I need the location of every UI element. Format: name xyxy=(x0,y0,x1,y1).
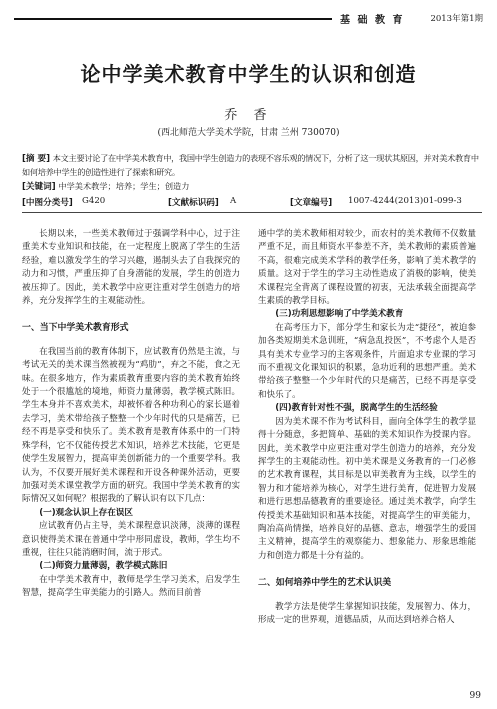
doc-label: [文献标识码] xyxy=(168,198,219,208)
keywords xyxy=(22,180,482,192)
body-paragraph: 在中学美术教育中，教师是学生学习美术，启发学生智慧，提高学生审美能力的引路人。然而目前普 xyxy=(22,574,240,599)
subsection-heading: (四)教育针对性不强，脱离学生的生活经验 xyxy=(275,403,438,414)
keywords-text: 中学美术教学；培养；学生；创造力 xyxy=(58,181,190,191)
journal-header xyxy=(14,10,483,28)
abstract-text: 本文主要讨论了在中学美术教育中，我国中学生创造力的表现不容乐观的情况下，分析了这一现状其原因，并对美术教育中如何培养中学生的创造性进行了探索和研究。 xyxy=(22,153,479,177)
body-paragraph: 通中学的美术教师相对较少，而农村的美术教师不仅数量严重不足，而且师资水平参差不齐，美术教师的素质普遍不高，很难完成美术学科的教学任务，影响了美术教学的质量。这对于学生的学习主动性造成了消极的影响，使美术课程完全背离了课程设置的初衷，无法承载全面提高学生素质的教学目标。 xyxy=(258,229,476,307)
meta-divider xyxy=(22,212,482,213)
subsection-heading: (二)师资力量薄弱，教学模式陈旧 xyxy=(39,561,168,572)
author-name: 乔 香 xyxy=(224,108,273,123)
intro-paragraph: 长期以来，一些美术教师过于强调学科中心，过于注重美术专业知识和技能，在一定程度上脱离了学生的生活经验，难以激发学生的学习兴趣，遏制头去了自我探究的动力和习惯，严重压抑了自身潜能的发展，学生的创造力被压抑了。因此，美术教学中应更注重对学生创造力的培养，充分发挥学生的主观能动性。 xyxy=(22,229,240,307)
abstract xyxy=(22,152,482,180)
section-heading-1: 一、当下中学美术教育形式 xyxy=(22,323,129,334)
article-no-label: [文章编号] xyxy=(290,198,333,208)
clc-label: [中图分类号] xyxy=(22,198,73,208)
keywords-label: [关键词] xyxy=(22,182,56,192)
subsection-heading: (三)功利思想影响了中学美术教育 xyxy=(275,309,404,320)
left-column xyxy=(22,228,240,601)
journal-name: 基 础 教 育 xyxy=(340,15,405,26)
article-title: 论中学美术教育中学生的认识和创造 xyxy=(80,62,417,86)
right-column xyxy=(258,228,476,627)
subsection-heading: (一)观念认识上存在误区 xyxy=(39,507,133,518)
journal-issue: 2013年第1期 xyxy=(430,14,483,24)
body-paragraph: 在我国当前的教育体制下，应试教育仍然是主流，与考试无关的美术课当然被视为“鸡肋”，弃之不能，食之无味。在很多地方，作为素质教育重要内容的美术教育始终处于一个很尴尬的境地，师资力量薄弱，教学模式陈旧。学生本身并不喜欢美术，却被怀着各种功利心的家长逼着去学习，美术带给孩子整整一个少年时代的只是痛苦，已经不再是享受和快乐了。美术教育是教育体系中的一门特殊学科，它不仅能传授艺术知识，培养艺术技能，它更是使学生发展智力，提高审美创新能力的一个重要学科。我认为，不仅要开展好美术课程和开设各种课外活动，更要加强对美术课堂教学方面的研究。我国中学美术教育的实际情况又如何呢？根据我的了解认识有以下几点： xyxy=(22,346,240,505)
article-no-value: 1007-4244(2013)01-099-3 xyxy=(348,196,462,206)
body-paragraph: 在高考压力下，部分学生和家长为走“捷径”，被迫参加各类短期美术急训班，“病急乱投医”，不考虑个人是否具有美术专业学习的主客观条件，片面追求专业课的学习而不重视文化课知识的积累，急功近利的思想严重。美术带给孩子整整一个少年时代的只是痛苦，已经不再是享受和快乐了。 xyxy=(258,322,476,400)
body-paragraph: 应试教育仍占主导，美术课程意识淡薄，淡薄的课程意识使得美术课在普通中学中形同虚设，教师，学生均不重视，往往只能消磨时间，流于形式。 xyxy=(22,521,240,558)
author-affiliation: (西北师范大学美术学院，甘肃 兰州 730070) xyxy=(157,128,340,138)
page-number: 99 xyxy=(469,691,481,701)
classification-meta xyxy=(22,196,482,208)
body-paragraph: 因为美术课不作为考试科目，面向全体学生的教学显得十分随意，多把简单、基础的美术知识作为授课内容。因此，美术教学中应更注重对学生创造力的培养，充分发挥学生的主观能动性。初中美术课是义务教育的一门必修的艺术教育课程，其目标是以审美教育为主线，以学生的智力和才能培养为核心，对学生进行美育，促进智力发展和进行思想品德教育的重要途径。通过美术教学，向学生传授美术基础知识和基本技能，对提高学生的审美能力，陶冶高尚情操，培养良好的品德、意志，增强学生的爱国主义精神，提高学生的观察能力、想象能力、形象思维能力和创造力都是十分有益的。 xyxy=(258,416,476,561)
section-heading-2: 二、如何培养中学生的艺术认识美 xyxy=(258,578,392,589)
doc-value: A xyxy=(230,196,237,206)
body-paragraph: 教学方法是使学生掌握知识技能，发展智力、体力，形成一定的世界观，道德品质，从而达到培养合格人 xyxy=(258,601,476,625)
abstract-label: [摘 要] xyxy=(22,154,51,164)
clc-value: G420 xyxy=(82,196,106,206)
header-rule xyxy=(14,18,332,20)
